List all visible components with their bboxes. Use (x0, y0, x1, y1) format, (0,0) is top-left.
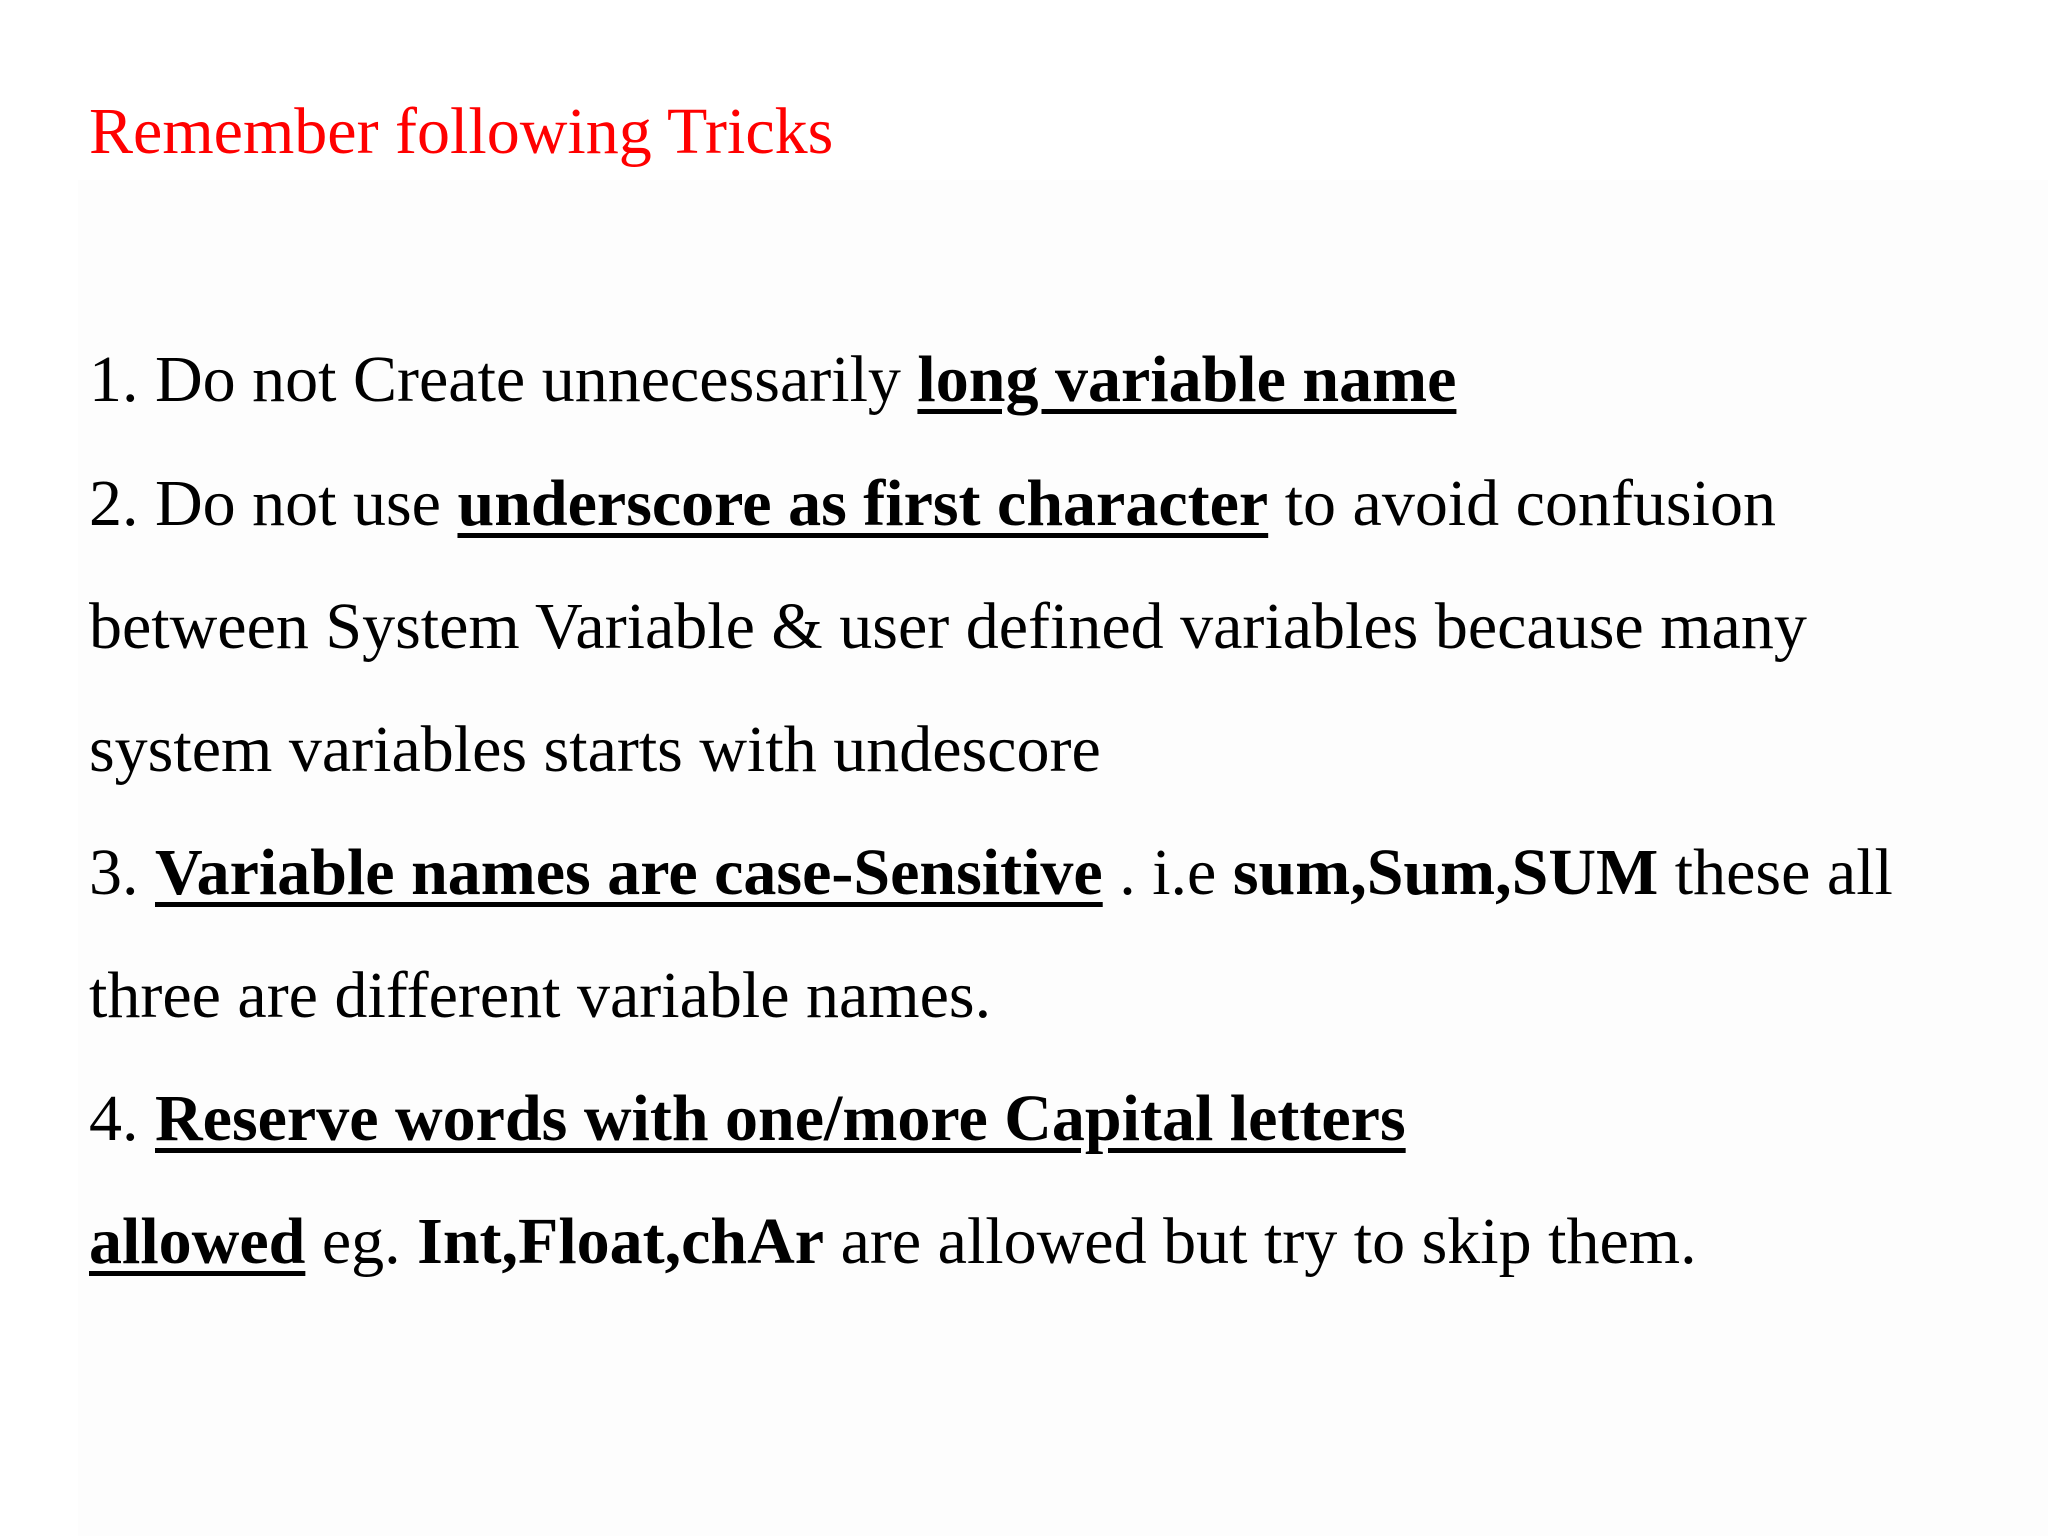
underlined-keyphrase: long variable name (917, 343, 1457, 416)
line-text: system variables starts with undescore (89, 713, 1101, 786)
line-text: these all (1658, 836, 1893, 909)
line-text: . i.e (1102, 836, 1233, 909)
line-text: are allowed but try to skip them. (824, 1205, 1697, 1278)
line-text: between System Variable & user defined variables because many (89, 590, 1807, 663)
underlined-keyphrase: underscore as first character (457, 467, 1269, 540)
line-text: eg. (305, 1205, 418, 1278)
trick-2-continuation-line (89, 587, 1807, 667)
underlined-keyphrase: Variable names are case-Sensitive (155, 836, 1103, 909)
trick-2-continuation-line (89, 710, 1101, 790)
line-text: 2. Do not use (89, 467, 458, 540)
line-text: to avoid confusion (1268, 467, 1776, 540)
line-text: 4. (89, 1082, 155, 1155)
line-text: 1. Do not Create unnecessarily (89, 343, 918, 416)
trick-4-continuation-line (89, 1202, 1697, 1282)
bold-example: sum,Sum,SUM (1232, 836, 1659, 909)
trick-2-line (89, 464, 1776, 544)
line-text: three are different variable names. (89, 959, 992, 1032)
trick-4-line (89, 1079, 1406, 1159)
trick-3-line (89, 833, 1893, 913)
underlined-keyphrase: allowed (89, 1205, 306, 1278)
trick-3-continuation-line (89, 956, 991, 1036)
underlined-keyphrase: Reserve words with one/more Capital letters (155, 1082, 1406, 1155)
slide-title: Remember following Tricks (89, 95, 834, 168)
bold-example: Int,Float,chAr (417, 1205, 825, 1278)
line-text: 3. (89, 836, 155, 909)
trick-1-line (89, 340, 1456, 420)
